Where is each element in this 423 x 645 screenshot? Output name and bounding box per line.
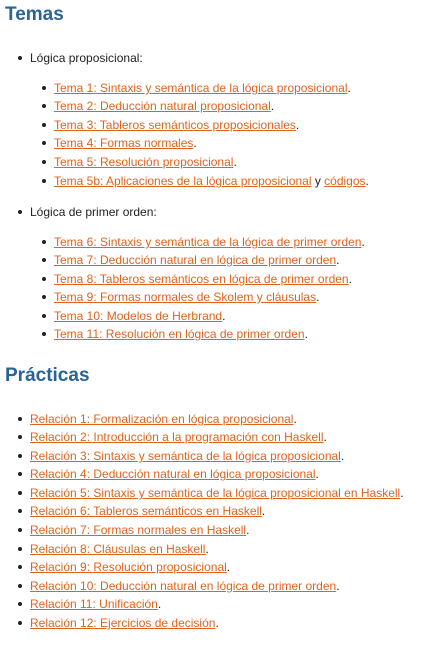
bullet xyxy=(18,472,22,476)
item-suffix: . xyxy=(316,290,320,304)
item-suffix: . xyxy=(261,504,266,518)
list-item xyxy=(18,448,344,464)
item-suffix: . xyxy=(304,327,308,341)
list-item xyxy=(42,308,225,324)
bullet xyxy=(18,56,22,60)
item-suffix: . xyxy=(315,467,319,481)
item-suffix: . xyxy=(340,449,345,463)
tema-5-link[interactable]: Tema 5: Resolución proposicional xyxy=(54,155,234,169)
bullet xyxy=(42,314,46,318)
tema-6-link[interactable]: Tema 6: Sintaxis y semántica de la lógica de primer orden xyxy=(54,235,362,249)
tema-1-link[interactable]: Tema 1: Sintaxis y semántica de la lógica proposicional xyxy=(54,81,348,95)
item-suffix: . xyxy=(215,616,219,630)
list-item xyxy=(42,252,340,268)
list-item xyxy=(18,503,265,519)
item-suffix: . xyxy=(226,560,231,574)
tema-3-link[interactable]: Tema 3: Tableros semánticos proposicionales xyxy=(54,118,296,132)
tema-2-link[interactable]: Tema 2: Deducción natural proposicional xyxy=(54,99,271,113)
list-item xyxy=(18,578,340,594)
bullet xyxy=(18,210,22,214)
bullet xyxy=(18,528,22,532)
tema-11-link[interactable]: Tema 11: Resolución en lógica de primer orden xyxy=(54,327,305,341)
bullet xyxy=(18,417,22,421)
list-item xyxy=(18,411,297,427)
relacion-9-link[interactable]: Relación 9: Resolución proposicional xyxy=(30,560,227,574)
item-middle: y xyxy=(311,174,325,188)
item-suffix: . xyxy=(295,118,300,132)
relacion-4-link[interactable]: Relación 4: Deducción natural en lógica proposicional xyxy=(30,467,316,481)
relacion-1-link[interactable]: Relación 1: Formalización en lógica proposicional xyxy=(30,412,294,426)
relacion-8-link[interactable]: Relación 8: Cláusulas en Haskell xyxy=(30,542,206,556)
relacion-5-link[interactable]: Relación 5: Sintaxis y semántica de la lógica proposicional en Haskell xyxy=(30,486,401,500)
bullet xyxy=(42,258,46,262)
item-suffix: . xyxy=(233,155,237,169)
list-item xyxy=(18,522,249,538)
bullet xyxy=(42,141,46,145)
bullet xyxy=(18,509,22,513)
list-item xyxy=(18,485,404,501)
list-item xyxy=(42,98,274,114)
bullet xyxy=(18,602,22,606)
tema-8-link[interactable]: Tema 8: Tableros semánticos en lógica de primer orden xyxy=(54,272,349,286)
item-suffix: . xyxy=(157,597,162,611)
tema-9-link[interactable]: Tema 9: Formas normales de Skolem y cláusulas xyxy=(54,290,317,304)
bullet xyxy=(18,584,22,588)
item-suffix: . xyxy=(246,523,250,537)
bullet xyxy=(18,491,22,495)
practicas-heading: Prácticas xyxy=(5,365,90,386)
item-suffix: . xyxy=(270,99,275,113)
list-item xyxy=(42,173,369,189)
bullet xyxy=(42,332,46,336)
tema-7-link[interactable]: Tema 7: Deducción natural en lógica de primer orden xyxy=(54,253,337,267)
bullet xyxy=(42,240,46,244)
list-item xyxy=(18,559,230,575)
bullet xyxy=(42,295,46,299)
temas-heading: Temas xyxy=(5,4,64,25)
item-suffix: . xyxy=(336,579,340,593)
bullet xyxy=(42,104,46,108)
relacion-7-link[interactable]: Relación 7: Formas normales en Haskell xyxy=(30,523,247,537)
relacion-10-link[interactable]: Relación 10: Deducción natural en lógica de primer orden xyxy=(30,579,337,593)
group-label: Lógica proposicional: xyxy=(30,51,143,65)
item-suffix: . xyxy=(293,412,297,426)
tema-10-link[interactable]: Tema 10: Modelos de Herbrand xyxy=(54,309,223,323)
bullet xyxy=(18,435,22,439)
item-suffix: . xyxy=(222,309,226,323)
bullet xyxy=(18,454,22,458)
item-suffix: . xyxy=(361,235,365,249)
list-item xyxy=(42,154,237,170)
item-suffix: . xyxy=(348,272,352,286)
codigos-link[interactable]: códigos xyxy=(324,174,366,188)
bullet xyxy=(18,547,22,551)
list-item xyxy=(18,596,161,612)
bullet xyxy=(42,123,46,127)
list-item xyxy=(42,289,319,305)
item-suffix: . xyxy=(323,430,327,444)
relacion-11-link[interactable]: Relación 11: Unificación xyxy=(30,597,158,611)
item-suffix: . xyxy=(400,486,404,500)
bullet xyxy=(18,621,22,625)
relacion-6-link[interactable]: Relación 6: Tableros semánticos en Haskell xyxy=(30,504,262,518)
list-item xyxy=(18,541,209,557)
list-item xyxy=(42,234,365,250)
group-label-proposicional xyxy=(18,50,143,66)
item-suffix: . xyxy=(336,253,340,267)
list-item xyxy=(18,615,219,631)
item-suffix: . xyxy=(365,174,369,188)
list-item xyxy=(18,429,327,445)
item-suffix: . xyxy=(193,136,197,150)
list-item xyxy=(42,80,351,96)
item-suffix: . xyxy=(205,542,209,556)
bullet xyxy=(42,160,46,164)
relacion-2-link[interactable]: Relación 2: Introducción a la programación con Haskell xyxy=(30,430,324,444)
list-item xyxy=(42,326,308,342)
group-label-primer-orden xyxy=(18,204,157,220)
bullet xyxy=(42,179,46,183)
relacion-3-link[interactable]: Relación 3: Sintaxis y semántica de la lógica proposicional xyxy=(30,449,341,463)
item-suffix: . xyxy=(347,81,351,95)
tema-5b-link[interactable]: Tema 5b: Aplicaciones de la lógica proposicional xyxy=(54,174,312,188)
bullet xyxy=(18,565,22,569)
list-item xyxy=(42,271,352,287)
bullet xyxy=(42,277,46,281)
list-item xyxy=(18,466,319,482)
tema-4-link[interactable]: Tema 4: Formas normales xyxy=(54,136,194,150)
list-item xyxy=(42,117,299,133)
list-item xyxy=(42,135,197,151)
relacion-12-link[interactable]: Relación 12: Ejercicios de decisión xyxy=(30,616,216,630)
group-label: Lógica de primer orden: xyxy=(30,205,157,219)
bullet xyxy=(42,86,46,90)
